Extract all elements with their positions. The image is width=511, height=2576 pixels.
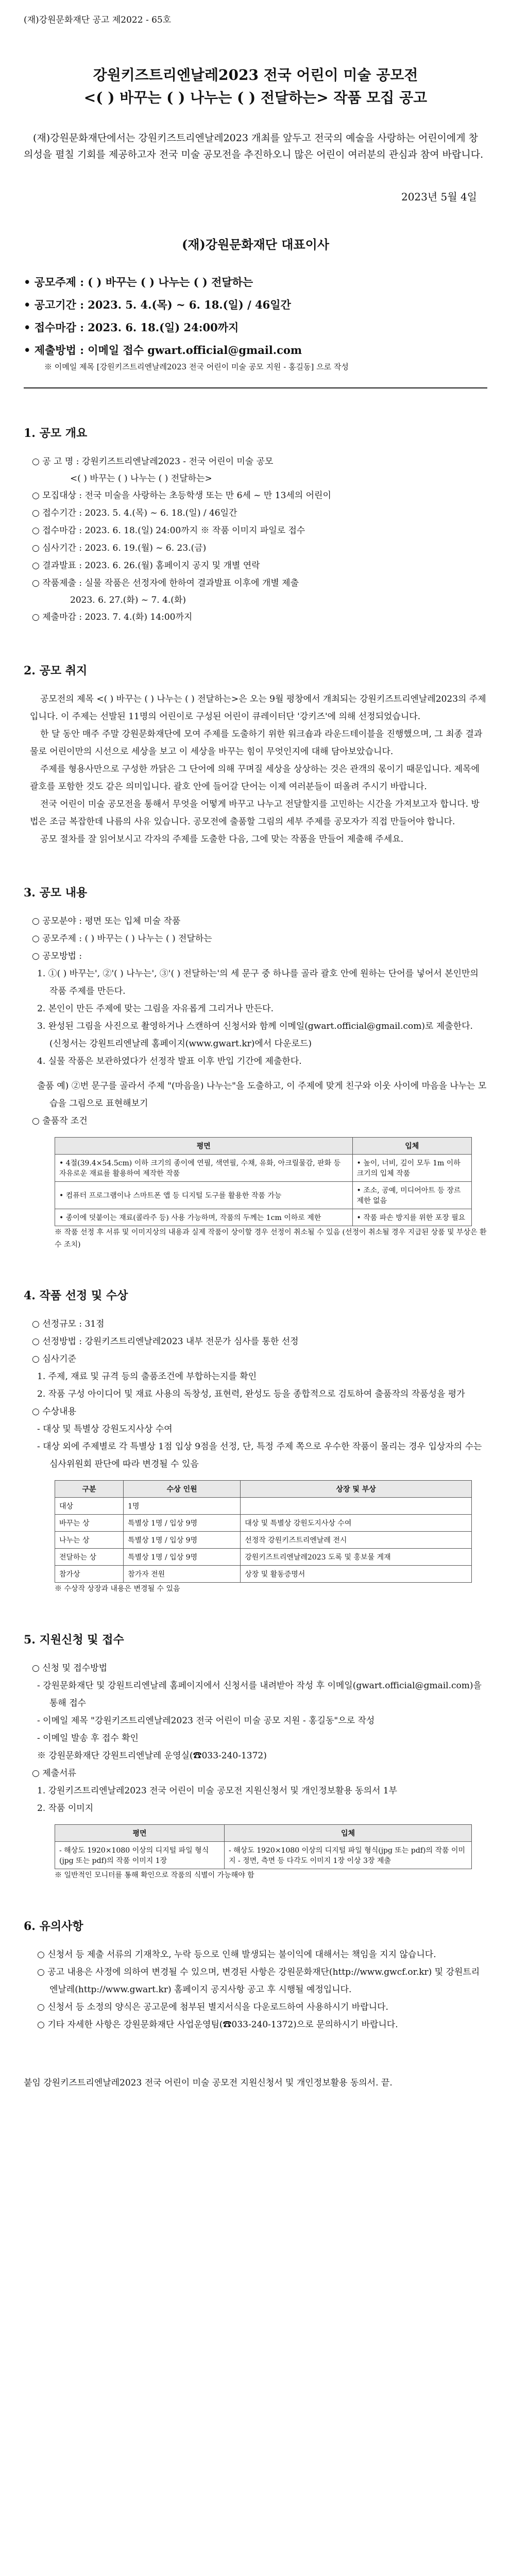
section-title: 2. 공모 취지 <box>24 664 88 677</box>
list-item: ○ 접수마감 : 2023. 6. 18.(일) 24:00까지 ※ 작품 이미지 파일로 접수 <box>32 526 305 536</box>
table-row <box>55 1549 472 1566</box>
section-title: 4. 작품 선정 및 수상 <box>24 1289 128 1302</box>
table-header: 구분 <box>55 1481 124 1498</box>
list-item: ○ 심사기간 : 2023. 6. 19.(월) ~ 6. 23.(금) <box>32 543 207 553</box>
list-item: 1. 주제, 재료 및 규격 등의 출품조건에 부합하는지를 확인 <box>37 1371 257 1382</box>
spec-table-wrap <box>55 1137 472 1226</box>
paragraph: 공모 절차를 잘 읽어보시고 각자의 주제를 도출한 다음, 그에 맞는 작품을 만들어 제출해 주세요. <box>40 834 404 844</box>
page-title <box>24 64 487 109</box>
section-content <box>24 884 487 1251</box>
table-cell: 특별상 1명 / 입상 9명 <box>124 1549 241 1566</box>
table-cell <box>241 1498 472 1515</box>
table-row <box>55 1842 472 1869</box>
section-purpose <box>24 662 487 848</box>
table-row <box>55 1155 472 1182</box>
section-application <box>24 1631 487 1882</box>
table-cell: • 조소, 공예, 미디어아트 등 장르 제한 없음 <box>352 1182 471 1209</box>
table-row <box>55 1182 472 1209</box>
step-item: 2. 본인이 만든 주제에 맞는 그림을 자유롭게 그리거나 만든다. <box>37 1004 274 1014</box>
table-cell: 바꾸는 상 <box>55 1515 124 1532</box>
issuing-organization: (재)강원문화재단 대표이사 <box>181 237 330 252</box>
table-cell: 특별상 1명 / 입상 9명 <box>124 1532 241 1549</box>
award-table-wrap <box>55 1480 472 1583</box>
step-item: 3. 완성된 그림을 사진으로 촬영하거나 스캔하여 신청서와 함께 이메일(gwart.official@gmail.com)로 제출한다. (신청서는 강원트리엔날레 홈페이지(www.gwart.kr)에서 다운로드) <box>37 1021 473 1049</box>
section-title: 3. 공모 내용 <box>24 886 88 900</box>
section-notes <box>24 1918 487 2033</box>
section-selection <box>24 1287 487 1595</box>
list-item: ○ 작품제출 : 실물 작품은 선정자에 한하여 결과발표 이후에 개별 제출 <box>32 578 299 588</box>
table-cell: 나누는 상 <box>55 1532 124 1549</box>
table-row <box>55 1566 472 1583</box>
summary-deadline: • 접수마감 : 2023. 6. 18.(일) 24:00까지 <box>24 321 239 334</box>
spec-note: ※ 작품 선정 후 서류 및 이미지상의 내용과 실제 작품이 상이할 경우 선정이 취소될 수 있음 (선정이 취소될 경우 지급된 상품 및 부상은 환수 조치) <box>55 1228 487 1249</box>
table-row <box>55 1209 472 1226</box>
title-line-2: <( ) 바꾸는 ( ) 나누는 ( ) 전달하는> 작품 모집 공고 <box>83 89 428 106</box>
list-item: 2. 작품 이미지 <box>37 1803 94 1814</box>
table-cell: 대상 및 특별상 강원도지사상 수여 <box>241 1515 472 1532</box>
list-item: ○ 신청 및 접수방법 <box>32 1663 107 1673</box>
list-item: - 대상 외에 주제별로 각 특별상 1점 입상 9점을 선정, 단, 특정 주제 쪽으로 우수한 작품이 몰리는 경우 입상자의 수는 심사위원회 판단에 따라 변경될 수 있음 <box>37 1442 482 1469</box>
list-item: - 강원문화재단 및 강원트리엔날레 홈페이지에서 신청서를 내려받아 작성 후 이메일(gwart.official@gmail.com)을 통해 접수 <box>37 1681 482 1708</box>
table-cell: 참가상 <box>55 1566 124 1583</box>
list-item: ○ 심사기준 <box>32 1354 76 1364</box>
list-item: ○ 모집대상 : 전국 미술을 사랑하는 초등학생 또는 만 6세 ~ 만 13세의 어린이 <box>32 490 331 501</box>
table-cell: 1명 <box>124 1498 241 1515</box>
table-cell: 참가자 전원 <box>124 1566 241 1583</box>
table-cell: • 작품 파손 방지를 위한 포장 필요 <box>352 1209 471 1226</box>
section-overview <box>24 425 487 626</box>
list-item: ※ 강원문화재단 강원트리엔날레 운영실(☎033-240-1372) <box>37 1751 267 1761</box>
list-item: 2. 작품 구성 아이디어 및 재료 사용의 독창성, 표현력, 완성도 등을 종합적으로 검토하여 출품작의 작품성을 평가 <box>37 1389 465 1399</box>
notice-date: 2023년 5월 4일 <box>401 191 477 203</box>
list-item: ○ 공모분야 : 평면 또는 입체 미술 작품 <box>32 916 181 926</box>
list-item: ○ 접수기간 : 2023. 5. 4.(목) ~ 6. 18.(일) / 46일간 <box>32 508 237 518</box>
list-item: ○ 공모방법 : <box>32 951 82 961</box>
example-text: 출품 예) ②번 문구를 골라서 주제 "(마음을) 나누는"을 도출하고, 이 주제에 맞게 친구와 이웃 사이에 마음을 나누는 모습을 그림으로 표현해보기 <box>37 1081 487 1109</box>
list-item: ○ 선정방법 : 강원키즈트리엔날레2023 내부 전문가 심사를 통한 선정 <box>32 1336 299 1347</box>
table-cell: - 해상도 1920×1080 이상의 디지털 파일 형식(jpg 또는 pdf)의 작품 이미지 - 정면, 측면 등 다각도 이미지 1장 이상 3장 제출 <box>225 1842 472 1869</box>
list-item: ○ 기타 자세한 사항은 강원문화재단 사업운영팀(☎033-240-1372)으로 문의하시기 바랍니다. <box>37 2020 398 2030</box>
intro-paragraph: (재)강원문화재단에서는 강원키즈트리엔날레2023 개최를 앞두고 전국의 예술을 사랑하는 어린이에게 창의성을 펼칠 기회를 제공하고자 전국 미술 공모전을 추진하오니 많은 어린이 여러분의 관심과 참여 바랍니다. <box>24 132 484 160</box>
step-item: 4. 실물 작품은 보관하였다가 선정작 발표 이후 반입 기간에 제출한다. <box>37 1056 302 1066</box>
table-cell: 선정작 강원키즈트리엔날레 전시 <box>241 1532 472 1549</box>
image-table-wrap <box>55 1824 472 1869</box>
table-header: 상장 및 부상 <box>241 1481 472 1498</box>
list-item: <( ) 바꾸는 ( ) 나누는 ( ) 전달하는> <box>70 473 212 484</box>
spec-table <box>55 1137 472 1226</box>
summary-theme: • 공모주제 : ( ) 바꾸는 ( ) 나누는 ( ) 전달하는 <box>24 276 253 289</box>
table-header: 수상 인원 <box>124 1481 241 1498</box>
table-header: 평면 <box>55 1138 353 1155</box>
list-item: 1. 강원키즈트리엔날레2023 전국 어린이 미술 공모전 지원신청서 및 개인정보활용 동의서 1부 <box>37 1786 398 1796</box>
list-item: ○ 선정규모 : 31점 <box>32 1319 105 1329</box>
list-item: ○ 수상내용 <box>32 1406 76 1417</box>
list-item: ○ 제출마감 : 2023. 7. 4.(화) 14:00까지 <box>32 612 193 622</box>
title-line-1: 강원키즈트리엔날레2023 전국 어린이 미술 공모전 <box>93 66 418 83</box>
table-cell: 특별상 1명 / 입상 9명 <box>124 1515 241 1532</box>
summary-period: • 공고기간 : 2023. 5. 4.(목) ~ 6. 18.(일) / 46일간 <box>24 298 291 311</box>
table-cell: • 컴퓨터 프로그램이나 스마트폰 앱 등 디지털 도구를 활용한 작품 가능 <box>55 1182 353 1209</box>
list-item: - 이메일 제목 "강원키즈트리엔날레2023 전국 어린이 미술 공모 지원 - 홍길동"으로 작성 <box>37 1716 375 1726</box>
table-cell: • 높이, 너비, 깊이 모두 1m 이하 크기의 입체 작품 <box>352 1155 471 1182</box>
table-header: 평면 <box>55 1825 225 1842</box>
table-cell: 대상 <box>55 1498 124 1515</box>
table-cell: • 종이에 덧붙이는 재료(콜라주 등) 사용 가능하며, 작품의 두께는 1cm 이하로 제한 <box>55 1209 353 1226</box>
table-header: 입체 <box>352 1138 471 1155</box>
notice-number: (재)강원문화재단 공고 제2022 - 65호 <box>24 15 172 25</box>
section-title: 1. 공모 개요 <box>24 427 88 440</box>
table-row <box>55 1498 472 1515</box>
table-cell: 전달하는 상 <box>55 1549 124 1566</box>
list-item: - 이메일 발송 후 접수 확인 <box>37 1733 139 1743</box>
list-item: ○ 제출서류 <box>32 1768 76 1778</box>
list-item: ○ 신청서 등 제출 서류의 기재착오, 누락 등으로 인해 발생되는 불이익에 대해서는 책임을 지지 않습니다. <box>37 1950 436 1960</box>
list-item: ○ 신청서 등 소정의 양식은 공고문에 첨부된 별지서식을 다운로드하여 사용하시기 바랍니다. <box>37 2002 388 2012</box>
list-item: ○ 결과발표 : 2023. 6. 26.(월) 홈페이지 공지 및 개별 연락 <box>32 561 260 571</box>
list-item: ○ 공모주제 : ( ) 바꾸는 ( ) 나누는 ( ) 전달하는 <box>32 934 212 944</box>
table-cell: 상장 및 활동증명서 <box>241 1566 472 1583</box>
award-note: ※ 수상작 상장과 내용은 변경될 수 있음 <box>55 1585 180 1593</box>
section-title: 6. 유의사항 <box>24 1920 83 1933</box>
image-table <box>55 1824 472 1869</box>
table-cell: • 4절(39.4×54.5cm) 이하 크기의 종이에 연필, 색연필, 수채, 유화, 아크릴물감, 판화 등 자유로운 재료를 활용하여 제작한 작품 <box>55 1155 353 1182</box>
paragraph: 전국 어린이 미술 공모전을 통해서 무엇을 어떻게 바꾸고 나누고 전달할지를 고민하는 시간을 가져보고자 합니다. 방법은 조금 복잡한데 나름의 사유 있습니다. 공모전에 출품할 그림의 세부 주제를 공모자가 직접 만들어야 합니다. <box>30 799 480 827</box>
list-item: ○ 출품작 조건 <box>32 1116 88 1126</box>
summary-note: ※ 이메일 제목 [강원키즈트리엔날레2023 전국 어린이 미술 공모 지원 - 홍길동] 으로 작성 <box>44 362 349 371</box>
table-row <box>55 1515 472 1532</box>
paragraph: 주제를 형용사만으로 구성한 까닭은 그 단어에 의해 꾸며질 세상을 상상하는 것은 관객의 몫이기 때문입니다. 제목에 괄호를 포함한 것도 같은 의미입니다. 괄호 안에 들어갈 단어는 이제 여러분들이 떠올려 주시기 바랍니다. <box>30 764 480 792</box>
list-item: 2023. 6. 27.(화) ~ 7. 4.(화) <box>70 595 186 605</box>
summary-box <box>24 271 487 372</box>
list-item: ○ 공고 내용은 사정에 의하여 변경될 수 있으며, 변경된 사항은 강원문화재단(http://www.gwcf.or.kr) 및 강원트리엔날레(http://www.gwart.kr) 홈페이지 공지사항 공고 후 시행될 예정입니다. <box>37 1967 480 1995</box>
paragraph: 한 달 동안 매주 주말 강원문화재단에 모여 주제를 도출하기 위한 워크숍과 라운드테이블을 진행했으며, 그 최종 결과물로 어린이만의 시선으로 세상을 보고 이 세상을 바꾸는 힘이 무엇인지에 대해 담아보았습니다. <box>30 729 483 757</box>
table-cell: - 해상도 1920×1080 이상의 디지털 파일 형식(jpg 또는 pdf)의 작품 이미지 1장 <box>55 1842 225 1869</box>
image-note: ※ 일반적인 모니터를 통해 확인으로 작품의 식별이 가능해야 함 <box>55 1871 254 1879</box>
step-item: 1. ①( ) 바꾸는', ②'( ) 나누는', ③'( ) 전달하는'의 세 문구 중 하나를 골라 괄호 안에 원하는 단어를 넣어서 본인만의 작품 주제를 만든다. <box>37 969 479 996</box>
paragraph: 공모전의 제목 <( ) 바꾸는 ( ) 나누는 ( ) 전달하는>은 오는 9월 평창에서 개최되는 강원키즈트리엔날레2023의 주제입니다. 이 주제는 선발된 11명의 어린이로 구성된 어린이 큐레이터단 '강키즈'에 의해 선정되었습니다. <box>30 694 486 722</box>
table-cell: 강원키즈트리엔날레2023 도록 및 홍보물 게재 <box>241 1549 472 1566</box>
table-header: 입체 <box>225 1825 472 1842</box>
award-table <box>55 1480 472 1583</box>
section-title: 5. 지원신청 및 접수 <box>24 1633 124 1647</box>
divider <box>24 387 487 388</box>
summary-submit: • 제출방법 : 이메일 접수 gwart.official@gmail.com <box>24 344 302 357</box>
list-item: - 대상 및 특별상 강원도지사상 수여 <box>37 1424 173 1434</box>
list-item: ○ 공 고 명 : 강원키즈트리엔날레2023 - 전국 어린이 미술 공모 <box>32 456 274 467</box>
table-row <box>55 1532 472 1549</box>
attachment-note: 붙임 강원키즈트리엔날레2023 전국 어린이 미술 공모전 지원신청서 및 개인정보활용 동의서. 끝. <box>24 2078 393 2088</box>
